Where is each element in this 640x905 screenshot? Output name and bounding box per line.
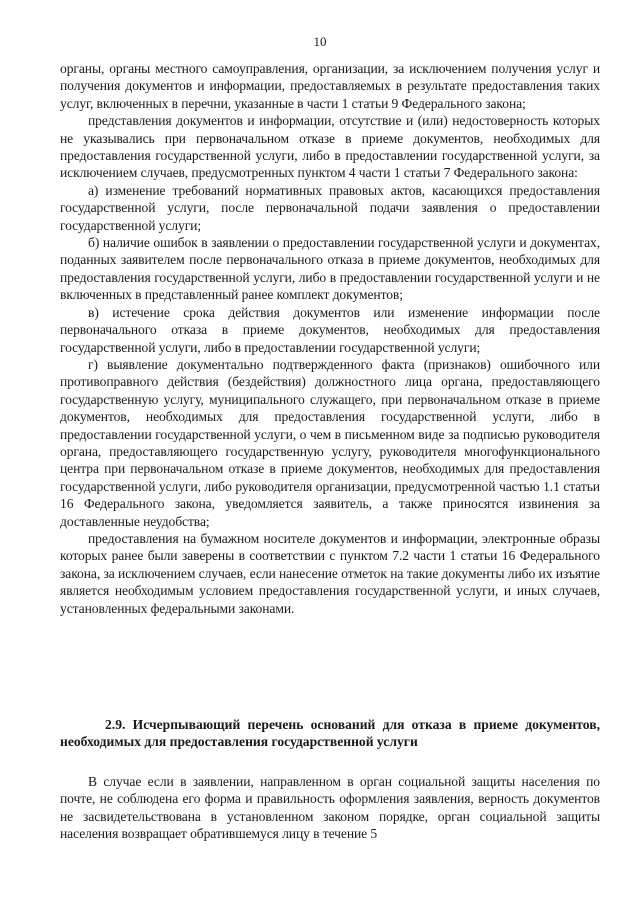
section-paragraph: В случае если в заявлении, направленном в орган социальной защиты населения по почте, не соблюдена его форма и правильность оформления заявления, верность документов не засвидетельствована в установленном законом порядке, орган социальной защиты населения возвращает обратившемуся лицу в течение 5 — [60, 774, 600, 842]
paragraph-3: а) изменение требований нормативных правовых актов, касающихся предоставления государственной услуги, после первоначальной подачи заявления о предоставлении государственной услуги; — [60, 182, 600, 233]
section-heading: 2.9. Исчерпывающий перечень оснований для отказа в приеме документов, необходимых для предоставления государственной услуги — [60, 717, 600, 750]
paragraph-4: б) наличие ошибок в заявлении о предоставлении государственной услуги и документах, поданных заявителем после первоначального отказа в приеме документов, необходимых для предоставления государственной услуги, либо в предоставлении государственной услуги и не включенных в представленный ранее комплект документов; — [60, 235, 600, 303]
paragraph-7: предоставления на бумажном носителе документов и информации, электронные образы которых ранее были заверены в соответствии с пунктом 7.2 части 1 статьи 16 Федерального закона, за исключением случаев, если нанесение отметок на такие документы либо их изъятие является необходимым условием предоставления государственной услуги, и иных случаев, установленных федеральными законами. — [60, 530, 600, 616]
paragraph-2: представления документов и информации, отсутствие и (или) недостоверность которых не указывались при первоначальном отказе в приеме документов, необходимых для предоставления государственной услуги, либо в предоставлении государственной услуги, за исключением случаев, предусмотренных пунктом 4 части 1 статьи 7 Федерального закона: — [60, 113, 600, 181]
document-body — [60, 60, 600, 617]
paragraph-5: в) истечение срока действия документов или изменение информации после первоначального отказа в приеме документов, необходимых для предоставления государственной услуги, либо в предоставлении государственной услуги; — [60, 304, 600, 355]
paragraph-1: органы, органы местного самоуправления, организации, за исключением получения услуг и получения документов и информации, предоставляемых в результате предоставления таких услуг, включенных в перечни, указанные в части 1 статьи 9 Федерального закона; — [60, 61, 600, 111]
section-body — [60, 773, 600, 843]
page-number: 10 — [313, 34, 327, 49]
paragraph-6: г) выявление документально подтвержденного факта (признаков) ошибочного или противоправного действия (бездействия) должностного лица органа, предоставляющего государственную услугу, муниципального служащего, при первоначальном отказе в приеме документов, необходимых для предоставления государственной услуги, либо в предоставлении государственной услуги, о чем в письменном виде за подписью руководителя органа, предоставляющего государственную услугу, руководителя многофункционального центра при первоначальном отказе в приеме документов, необходимых для предоставления государственной услуги, либо руководителя организации, предусмотренной частью 1.1 статьи 16 Федерального закона, уведомляется заявитель, а также приносятся извинения за доставленные неудобства; — [60, 356, 600, 529]
